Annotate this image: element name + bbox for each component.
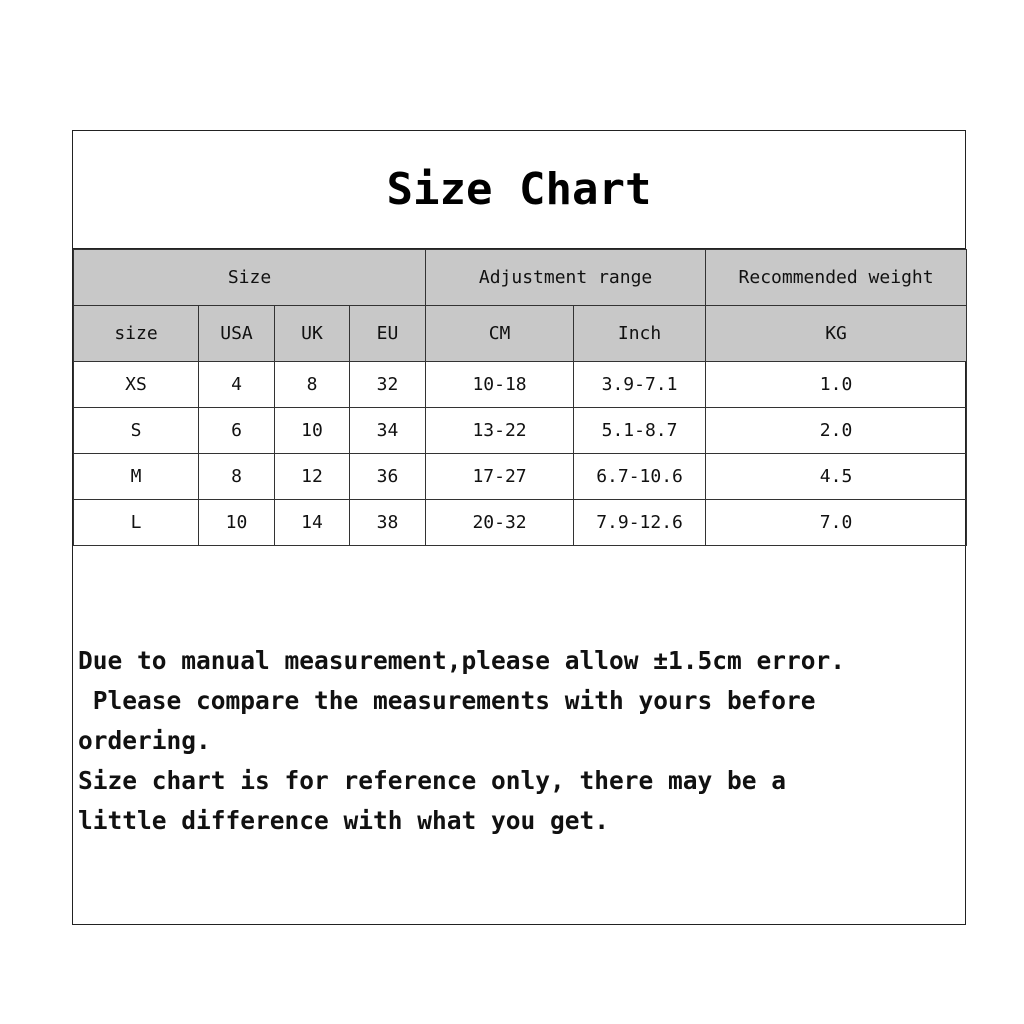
column-header: UK [275,306,350,362]
note-line: Please compare the measurements with yours before [78,686,816,715]
table-row [74,454,967,500]
table-row [74,408,967,454]
column-header: EU [350,306,426,362]
table-cell: 8 [199,454,275,500]
table-cell: 5.1-8.7 [574,408,706,454]
table-cell: 14 [275,500,350,546]
disclaimer-notes [78,641,958,841]
table-cell: 1.0 [706,362,967,408]
table-cell: 20-32 [426,500,574,546]
table-cell: 38 [350,500,426,546]
table-cell: 3.9-7.1 [574,362,706,408]
table-cell: 7.9-12.6 [574,500,706,546]
table-cell: 6 [199,408,275,454]
table-cell: 17-27 [426,454,574,500]
column-header: KG [706,306,967,362]
column-header: USA [199,306,275,362]
table-cell: 8 [275,362,350,408]
column-header: Inch [574,306,706,362]
table-cell: 12 [275,454,350,500]
table-row [74,500,967,546]
table-cell: 7.0 [706,500,967,546]
table-cell: 36 [350,454,426,500]
table-cell: 10 [275,408,350,454]
note-line: ordering. [78,726,211,755]
column-header: size [74,306,199,362]
column-header-row [74,306,967,362]
table-cell: 6.7-10.6 [574,454,706,500]
group-header-row [74,250,967,306]
note-line: Due to manual measurement,please allow ±1.5cm error. [78,646,846,675]
chart-title: Size Chart [73,131,965,249]
table-cell: 10-18 [426,362,574,408]
table-cell: S [74,408,199,454]
group-header-weight: Recommended weight [706,250,967,306]
note-line: little difference with what you get. [78,806,610,835]
group-header-size: Size [74,250,426,306]
table-cell: 4.5 [706,454,967,500]
table-cell: 2.0 [706,408,967,454]
table-row [74,362,967,408]
table-cell: L [74,500,199,546]
group-header-adjustment: Adjustment range [426,250,706,306]
column-header: CM [426,306,574,362]
note-line: Size chart is for reference only, there may be a [78,766,787,795]
table-cell: 32 [350,362,426,408]
table-cell: XS [74,362,199,408]
table-cell: 10 [199,500,275,546]
table-cell: M [74,454,199,500]
size-chart-card [72,130,966,925]
table-cell: 34 [350,408,426,454]
table-cell: 13-22 [426,408,574,454]
table-cell: 4 [199,362,275,408]
size-table [73,249,967,546]
